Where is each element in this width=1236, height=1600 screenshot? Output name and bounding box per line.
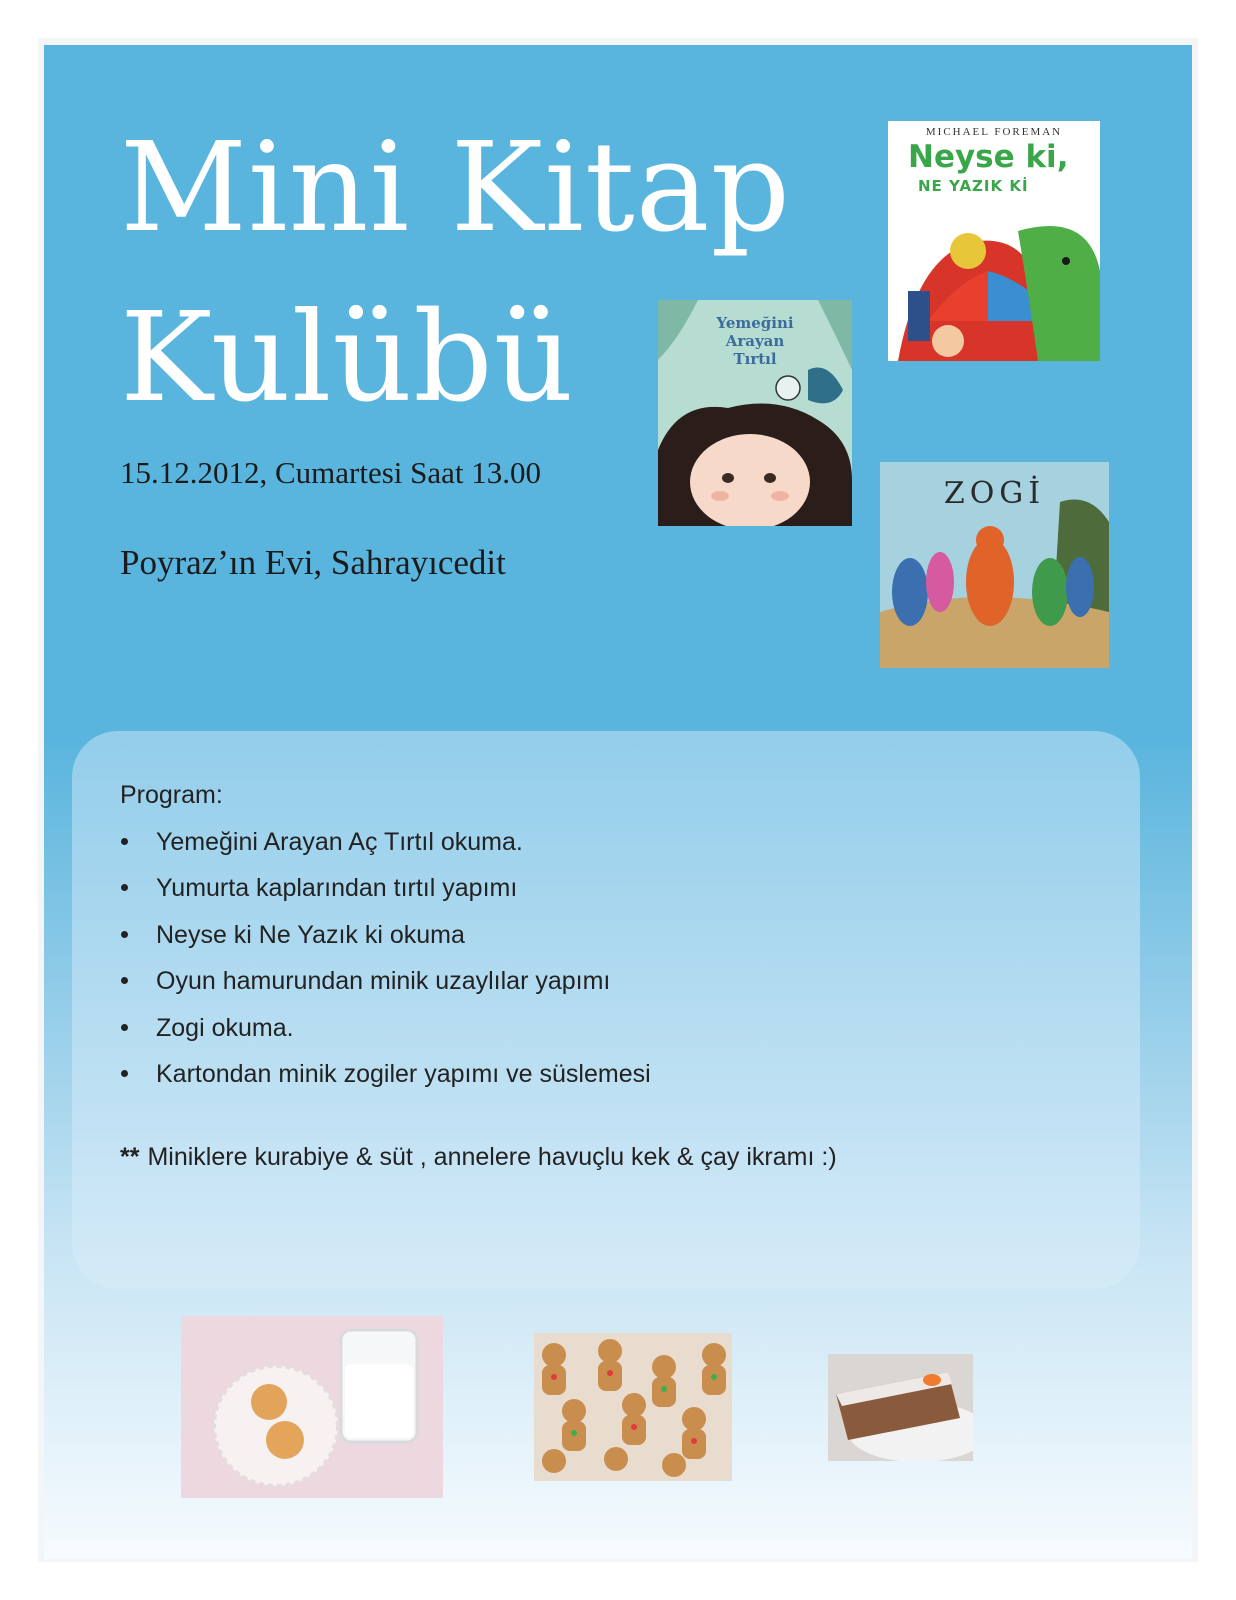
program-item-text: Kartondan minik zogiler yapımı ve süslemesi (156, 1059, 651, 1088)
book-title-line-2: NE YAZIK Kİ (918, 177, 1029, 195)
gingerbread-illustration (534, 1333, 732, 1481)
bullet-icon (121, 977, 128, 984)
bullet-icon (121, 1024, 128, 1031)
note-stars: ** (120, 1143, 140, 1172)
book-title-line-3: Tırtıl (733, 350, 777, 368)
program-item (120, 920, 1100, 966)
book-cover-zogi (880, 462, 1109, 668)
program-item-text: Zogi okuma. (156, 1013, 294, 1042)
program-item (120, 1059, 1100, 1105)
photo-cookies-and-milk (181, 1316, 443, 1498)
title-line-2: Kulübü (120, 286, 575, 430)
bullet-icon (121, 1070, 128, 1077)
bullet-icon (121, 838, 128, 845)
program-content (120, 781, 1100, 1172)
book-title-line-2: Arayan (725, 332, 785, 350)
event-location: Poyraz’ın Evi, Sahrayıcedit (120, 543, 506, 582)
program-item (120, 1013, 1100, 1059)
book-title-line-1: Yemeğini (716, 314, 794, 332)
bullet-icon (121, 931, 128, 938)
refreshments-note (120, 1143, 1100, 1172)
poster (44, 45, 1192, 1559)
program-item-text: Oyun hamurundan minik uzaylılar yapımı (156, 967, 611, 996)
photo-carrot-cake (828, 1354, 973, 1461)
book-title-line-1: Neyse ki, (908, 139, 1069, 175)
title-line-1: Mini Kitap (120, 116, 791, 260)
program-heading: Program: (120, 781, 223, 809)
program-panel (72, 731, 1140, 1289)
book-cover-neyse-ki (888, 121, 1100, 361)
program-item-text: Neyse ki Ne Yazık ki okuma (156, 920, 465, 949)
photo-gingerbread-cookies (534, 1333, 732, 1481)
event-date-time: 15.12.2012, Cumartesi Saat 13.00 (120, 455, 542, 490)
book-cover-yemegini-arayan-tirtil (658, 300, 852, 526)
book-title (658, 314, 852, 368)
book-author: MICHAEL FOREMAN (925, 126, 1063, 138)
program-item-text: Yemeğini Arayan Aç Tırtıl okuma. (156, 828, 523, 856)
bullet-icon (121, 884, 128, 891)
note-text: Miniklere kurabiye & süt , annelere havuçlu kek & çay ikramı :) (147, 1143, 837, 1172)
cookies-milk-illustration (181, 1316, 443, 1498)
program-item (120, 873, 1100, 919)
book-cover-illustration (888, 211, 1100, 361)
carrot-cake-illustration (828, 1354, 973, 1461)
program-item-text: Yumurta kaplarından tırtıl yapımı (156, 874, 518, 903)
program-item (120, 966, 1100, 1012)
program-item (120, 827, 1100, 873)
program-list (120, 827, 1100, 1105)
book-title: ZOGİ (943, 476, 1046, 511)
